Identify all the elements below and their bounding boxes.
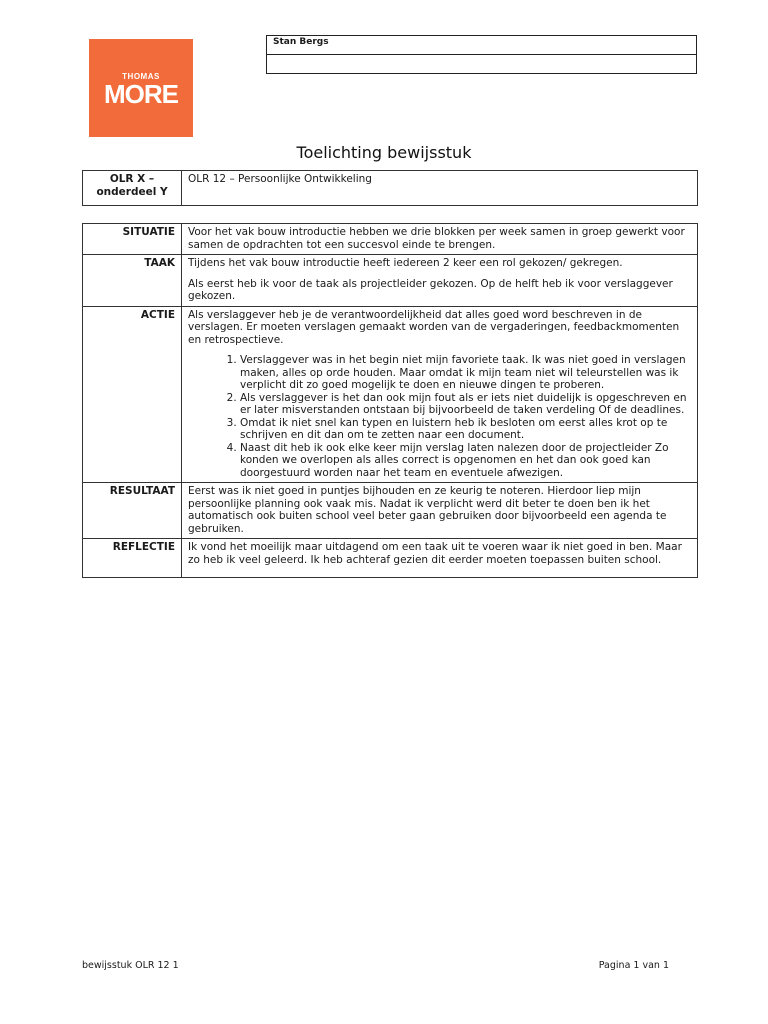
page-title: Toelichting bewijsstuk [296,143,472,162]
list-item: 2. Als verslaggever is het dan ook mijn fout als er iets niet duidelijk is opgeschreven en er later misverstanden ontstaan bij bijvoorbeeld de taken verdeling Of de deadlines. [240,392,692,417]
taak-paragraph-1: Tijdens het vak bouw introductie heeft iedereen 2 keer een rol gekozen/ gekregen. [188,257,623,269]
list-item: 1. Verslaggever was in het begin niet mijn favoriete taak. Ik was niet goed in verslagen maken, alles op orde houden. Maar omdat ik mijn team niet wil teleurstellen was ik verplicht dit zo goed mogelijk te doen en nieuwe dingen te proberen. [240,354,692,392]
thomas-more-logo [89,39,193,137]
olr-label: OLR X – onderdeel Y [83,171,182,206]
resultaat-text [182,483,698,539]
list-item: 3. Omdat ik niet snel kan typen en luistern heb ik besloten om eerst alles krot op te schrijven en dit dan om te zetten naar een document. [240,417,692,442]
row-reflectie [83,539,698,578]
list-item: 4. Naast dit heb ik ook elke keer mijn verslag laten nalezen door de projectleider Zo konden we overlopen als alles correct is opgenomen en het dan ook goed kan doorgestuurd worden naar het team en eventuele afwezigen. [240,442,692,480]
reflectie-label: REFLECTIE [83,539,182,578]
olr-row [83,171,698,206]
taak-text [182,255,698,307]
reflectie-paragraph: Ik vond het moeilijk maar uitdagend om een taak uit te voeren waar ik niet goed in ben. Maar zo heb ik veel geleerd. Ik heb achteraf gezien dit eerder moeten toepassen buiten school. [188,541,682,566]
row-actie [83,306,698,483]
row-taak [83,255,698,307]
logo-line2: MORE [104,79,178,109]
actie-list [188,354,692,479]
olr-value: OLR 12 – Persoonlijke Ontwikkeling [182,171,698,206]
reflectie-text [182,539,698,578]
situatie-paragraph: Voor het vak bouw introductie hebben we drie blokken per week samen in groep gewerkt voor samen de opdrachten tot een succesvol einde te brengen. [188,226,685,251]
taak-paragraph-2: Als eerst heb ik voor de taak als projectleider gekozen. Op de helft heb ik voor verslaggever gekozen. [188,277,673,302]
name-box-divider [267,54,696,55]
student-name-box [266,35,697,74]
student-name: Stan Bergs [273,37,329,47]
logo-line1: THOMAS [122,72,160,81]
resultaat-label: RESULTAAT [83,483,182,539]
situatie-text [182,224,698,255]
actie-text [182,306,698,483]
row-situatie [83,224,698,255]
actie-intro: Als verslaggever heb je de verantwoordelijkheid dat alles goed word beschreven in de verslagen. Er moeten verslagen gemaakt worden van de vergaderingen, feedbackmomenten en retrospectieve. [188,308,680,346]
star-table [82,223,698,578]
footer-left: bewijsstuk OLR 12 1 [82,960,179,971]
situatie-label: SITUATIE [83,224,182,255]
olr-table [82,170,698,206]
taak-label: TAAK [83,255,182,307]
row-resultaat [83,483,698,539]
actie-label: ACTIE [83,306,182,483]
resultaat-paragraph: Eerst was ik niet goed in puntjes bijhouden en ze keurig te noteren. Hierdoor liep mijn persoonlijke planning ook vaak mis. Nadat ik verplicht werd dit beter te doen ben ik het automatisch ook buiten school veel beter gaan gebruiken door bijvoorbeeld een agenda te gebruiken. [188,485,667,535]
footer-page-number: Pagina 1 van 1 [598,960,669,971]
